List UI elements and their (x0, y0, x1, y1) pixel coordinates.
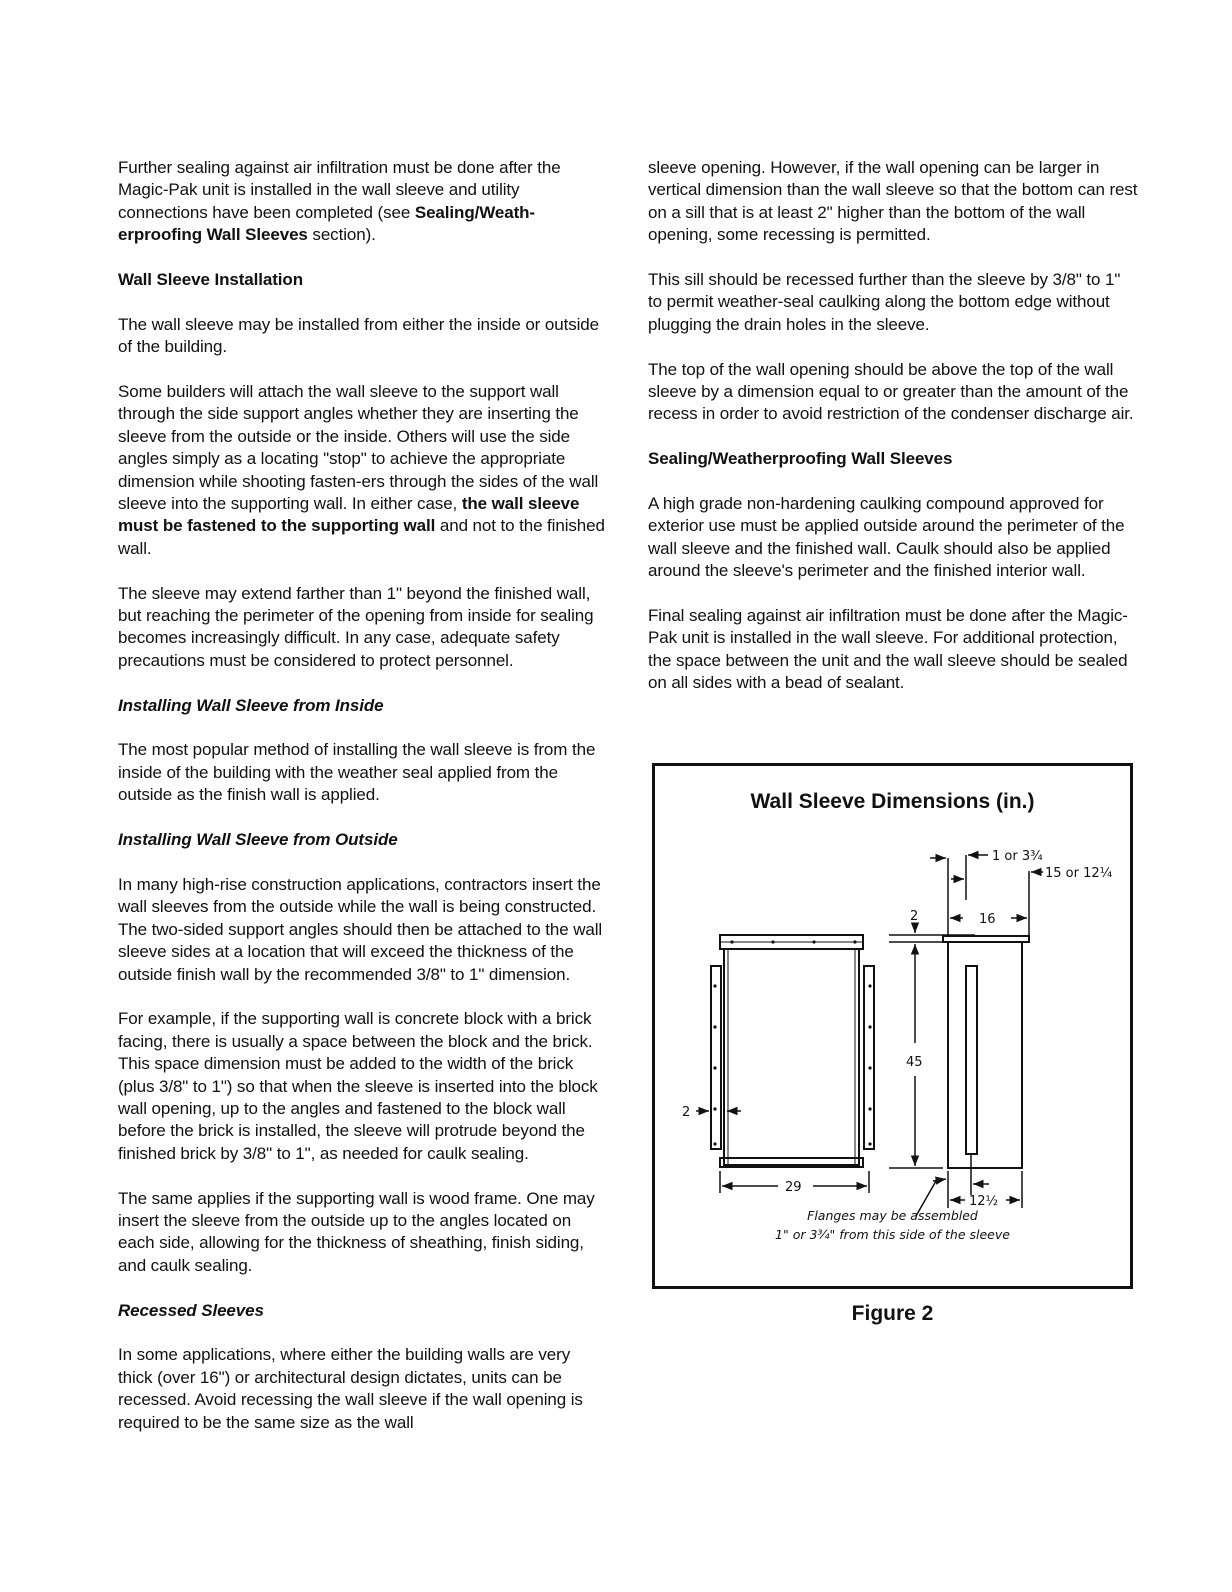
emphasis-text: the wall sleeve must be fastened to the supporting wall (118, 494, 580, 536)
text-run: Further sealing against air infiltration must be done after the Magic-Pak unit is installed in the wall sleeve and utility connections have been completed (see (118, 158, 561, 222)
flange-holes (713, 940, 871, 1145)
text-run: and not to the finished wall. (118, 516, 605, 558)
paragraph: For example, if the supporting wall is concrete block with a brick facing, there is usually a space between the block and the brick. This space dimension must be added to the width of the brick (plus 3/8" to 1") so that when the sleeve is inserted into the block wall opening, up to the angles and fastened to the block wall before the brick is installed, the sleeve will protrude beyond the finished brick by 3/8" to 1", as needed for caulk sealing. (118, 1009, 598, 1163)
dim-depth-alt: 15 or 12¼ (1045, 866, 1113, 881)
left-side-angle (711, 966, 721, 1149)
intro-paragraph (118, 157, 608, 247)
paragraph: Final sealing against air infiltration must be done after the Magic-Pak unit is installed in the wall sleeve. For additional protection, the space between the unit and the wall sleeve should be sealed on all sides with a bead of sealant. (648, 606, 1128, 693)
figure-box (652, 763, 1133, 1289)
dim-height: 45 (906, 1055, 923, 1070)
caption-line: Flanges may be assembled (807, 1208, 978, 1223)
paragraph: The wall sleeve may be installed from either the inside or outside of the building. (118, 314, 599, 357)
right-side-angle (864, 966, 874, 1149)
figure-caption (655, 1206, 1130, 1244)
paragraph (118, 381, 608, 560)
text-run: Some builders will attach the wall sleeve to the support wall through the side support angles whether they are inserting the sleeve from the outside or the inside. Others will use the side angles simply as a locating "stop" to achieve the appropriate dimension while shooting fasten-ers through the sides of the wall sleeve into the supporting wall. In either case, (118, 382, 599, 514)
caption-line: 1" or 3¾" from this side of the sleeve (775, 1227, 1010, 1242)
paragraph: The same applies if the supporting wall is wood frame. One may insert the sleeve from the outside up to the angles located on each side, allowing for the thickness of sheathing, finish siding, and caulk sealing. (118, 1188, 595, 1275)
left-column (118, 157, 608, 1456)
dim-side-flange: 2 (682, 1105, 691, 1120)
paragraph: A high grade non-hardening caulking compound approved for exterior use must be applied outside around the perimeter of the wall sleeve and the finished wall. Caulk should also be applied around the sleeve's perimeter and the finished interior wall. (648, 494, 1125, 581)
figure-label: Figure 2 (851, 1302, 934, 1325)
dim-width: 29 (785, 1180, 802, 1195)
sleeve-body (724, 949, 859, 1165)
side-view (943, 936, 1029, 1168)
paragraph: The top of the wall opening should be above the top of the wall sleeve by a dimension equal to or greater than the amount of the recess in order to avoid restriction of the condenser discharge air. (648, 359, 1134, 424)
subsection-heading-from-inside: Installing Wall Sleeve from Inside (118, 695, 384, 715)
front-view (711, 935, 874, 1167)
paragraph: The most popular method of installing the wall sleeve is from the inside of the building with the weather seal applied from the outside as the finish wall is applied. (118, 740, 596, 805)
side-slot (966, 966, 977, 1154)
dim-flange-offset: 1 or 3¾ (992, 849, 1043, 864)
paragraph: The sleeve may extend farther than 1" beyond the finished wall, but reaching the perimeter of the opening from inside for sealing becomes increasingly difficult. In any case, adequate safety precautions must be considered to protect personnel. (118, 583, 594, 670)
side-body (948, 942, 1022, 1168)
subsection-heading-recessed: Recessed Sleeves (118, 1300, 264, 1320)
figure-title: Wall Sleeve Dimensions (in.) (750, 790, 1035, 813)
text-run: section). (307, 225, 376, 245)
dim-depth: 16 (979, 912, 996, 927)
right-column (648, 157, 1138, 717)
dimension-lines (696, 855, 1043, 1216)
paragraph: This sill should be recessed further than the sleeve by 3/8" to 1" to permit weather-seal caulking along the bottom edge without plugging the drain holes in the sleeve. (648, 270, 1121, 334)
paragraph: In many high-rise construction applications, contractors insert the wall sleeves from the outside while the wall is being constructed. The two-sided support angles should then be attached to the wall sleeve sides at a location that will exceed the thickness of the outside finish wall by the recommended 3/8" to 1" dimension. (118, 874, 603, 984)
dim-top-flange: 2 (910, 909, 919, 924)
section-heading-wall-sleeve-installation: Wall Sleeve Installation (118, 270, 303, 290)
section-heading-sealing: Sealing/Weatherproofing Wall Sleeves (648, 449, 953, 469)
paragraph: In some applications, where either the building walls are very thick (over 16") or architectural design dictates, units can be recessed. Avoid recessing the wall sleeve if the wall opening is required to be the same size as the wall (118, 1345, 583, 1432)
paragraph: sleeve opening. However, if the wall opening can be larger in vertical dimension than the wall sleeve so that the bottom can rest on a sill that is at least 2" higher than the bottom of the wall opening, some recessing is permitted. (648, 158, 1138, 245)
dim-slot-offset: 12½ (969, 1194, 999, 1209)
cross-reference: Sealing/Weath-erproofing Wall Sleeves (118, 202, 535, 245)
subsection-heading-from-outside: Installing Wall Sleeve from Outside (118, 830, 398, 850)
